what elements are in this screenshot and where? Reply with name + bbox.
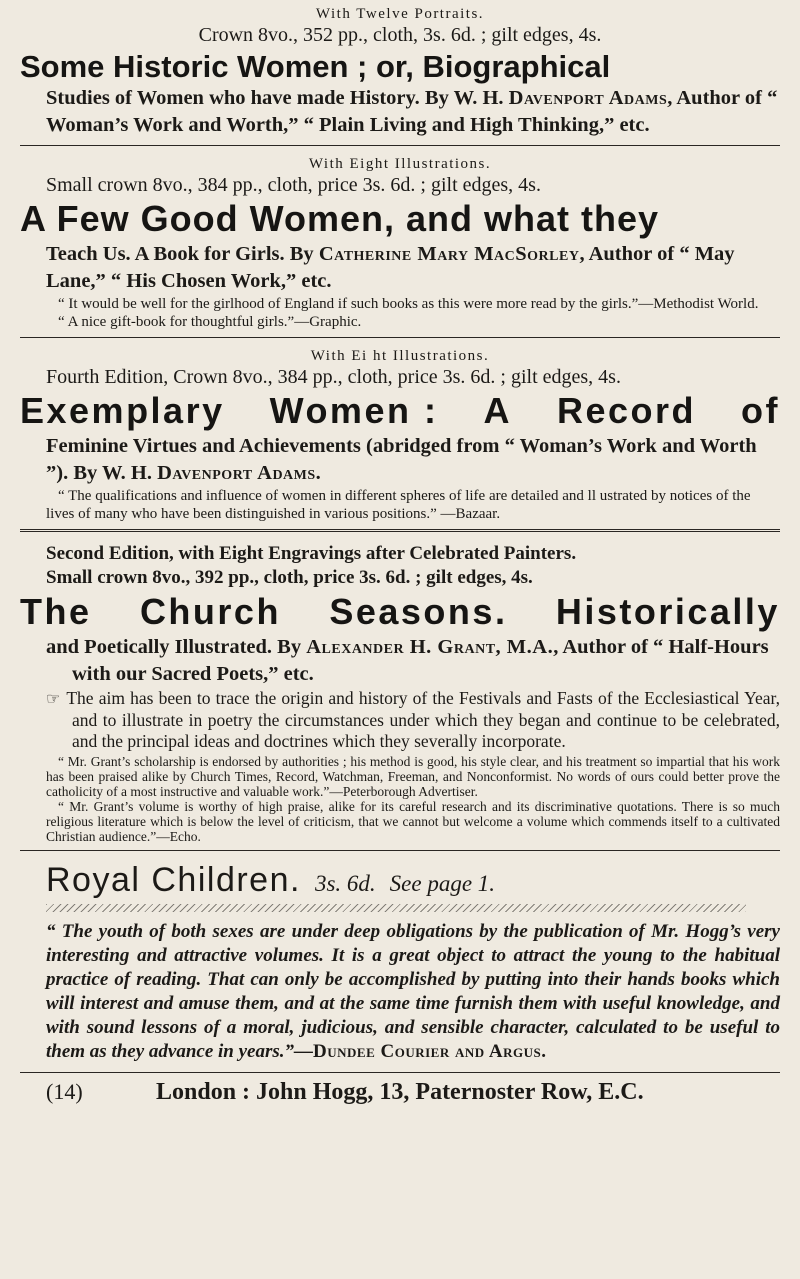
book-description: Feminine Virtues and Achievements (abridged from “ Woman’s Work and Worth ”). By W. H. Davenport Adams. xyxy=(46,435,757,484)
book-description: Studies of Women who have made History. By W. H. Davenport Adams, Author of “ Woman’s Work and Worth,” “ Plain Living and High Thinking,” etc. xyxy=(46,87,778,136)
author-name: Davenport Adams xyxy=(508,87,668,109)
review-quote: “ The youth of both sexes are under deep obligations by the publication of Mr. Hogg’s very interesting and attractive volumes. It is a great object to attract the young to the habitual practice of reading. That can only be accomplished by putting into their hands books which will interest and amuse them, and at the same time furnish them with useful knowledge, and with sound lessons of a moral, judicious, and sensible character, calculated to be useful to them as they advance in years.”—Dundee Courier and Argus. xyxy=(46,921,780,1062)
book-title: Some Historic Women ; or, Biographical xyxy=(20,49,611,84)
divider xyxy=(20,850,780,851)
pub-info: Crown 8vo., 352 pp., cloth, 3s. 6d. ; gilt edges, 4s. xyxy=(198,24,602,46)
review-quote: “ A nice gift-book for thoughtful girls.”—Graphic. xyxy=(58,314,362,330)
illustrations-note: With Ei ht Illustrations. xyxy=(310,348,490,364)
divider xyxy=(20,145,780,146)
pub-info: Small crown 8vo., 392 pp., cloth, price 3s. 6d. ; gilt edges, 4s. xyxy=(46,567,533,588)
page-reference: See page 1. xyxy=(389,871,496,896)
author-name: Davenport Adams. xyxy=(157,462,322,484)
wavy-rule xyxy=(46,904,746,912)
publisher-imprint: London : John Hogg, 13, Paternoster Row, E.C. xyxy=(156,1079,644,1105)
book-royal-children xyxy=(20,861,780,1064)
author-name: Alexander H. Grant, M.A. xyxy=(306,636,554,658)
illustrations-note: With Eight Illustrations. xyxy=(308,156,492,172)
book-title: The Church Seasons. Historically xyxy=(20,591,780,632)
book-the-church-seasons xyxy=(20,542,780,844)
pointing-hand-icon: ☞ xyxy=(46,691,61,708)
book-description: Teach Us. A Book for Girls. By Catherine Mary MacSorley, Author of “ May Lane,” “ His Chosen Work,” etc. xyxy=(46,243,735,292)
book-title: Exemplary Women : A Record of xyxy=(20,390,780,431)
review-quote: “ Mr. Grant’s scholarship is endorsed by authorities ; his method is good, his style clear, and his treatment so impartial that his work has been praised alike by Church Times, Record, Watchman, Freeman, and Nonconformist. No words of ours could better prove the catholicity of a most instructive and valuable work.”—Peterborough Advertiser. xyxy=(46,754,780,799)
pub-info: Fourth Edition, Crown 8vo., 384 pp., cloth, price 3s. 6d. ; gilt edges, 4s. xyxy=(46,366,621,388)
book-title: A Few Good Women, and what they xyxy=(20,198,660,239)
pub-info: Small crown 8vo., 384 pp., cloth, price 3s. 6d. ; gilt edges, 4s. xyxy=(46,174,541,196)
royal-children-header xyxy=(46,861,780,900)
page-number: (14) xyxy=(46,1079,83,1104)
quote-source: Dundee Courier and Argus. xyxy=(313,1041,547,1062)
book-exemplary-women xyxy=(20,348,780,523)
portraits-note: With Twelve Portraits. xyxy=(315,6,485,22)
review-quote: “ The qualifications and influence of women in different spheres of life are detailed and ll ustrated by notices of the lives of many who have been distinguished in various positions.” —Bazaar. xyxy=(46,488,751,522)
divider xyxy=(20,337,780,338)
review-quote: “ It would be well for the girlhood of England if such books as this were more read by the girls.”—Methodist World. xyxy=(58,296,759,312)
book-a-few-good-women xyxy=(20,156,780,331)
page-footer xyxy=(20,1072,780,1106)
book-some-historic-women xyxy=(20,23,780,139)
book-description: and Poetically Illustrated. By Alexander H. Grant, M.A., Author of “ Half-Hours with our Sacred Poets,” etc. xyxy=(46,636,769,685)
divider xyxy=(20,529,780,532)
book-aim: ☞ The aim has been to trace the origin and history of the Festivals and Fasts of the Ecclesiastical Year, and to illustrate in poetry the circumstances under which they began and continue to be celebrated, and the principal ideas and doctrines which they severally incorporate. xyxy=(46,688,780,751)
book-price: 3s. 6d. xyxy=(314,871,376,896)
edition-note: Second Edition, with Eight Engravings after Celebrated Painters. xyxy=(46,543,577,564)
review-quote: “ Mr. Grant’s volume is worthy of high praise, alike for its careful research and its discriminative quotations. There is so much religious literature which is below the level of criticism, that we cannot but welcome a volume which commends itself to a cultivated Christian audience.”—Echo. xyxy=(46,799,780,844)
catalogue-page xyxy=(20,0,780,1106)
book-title: Royal Children. xyxy=(46,861,301,899)
author-name: Catherine Mary MacSorley xyxy=(318,243,580,265)
